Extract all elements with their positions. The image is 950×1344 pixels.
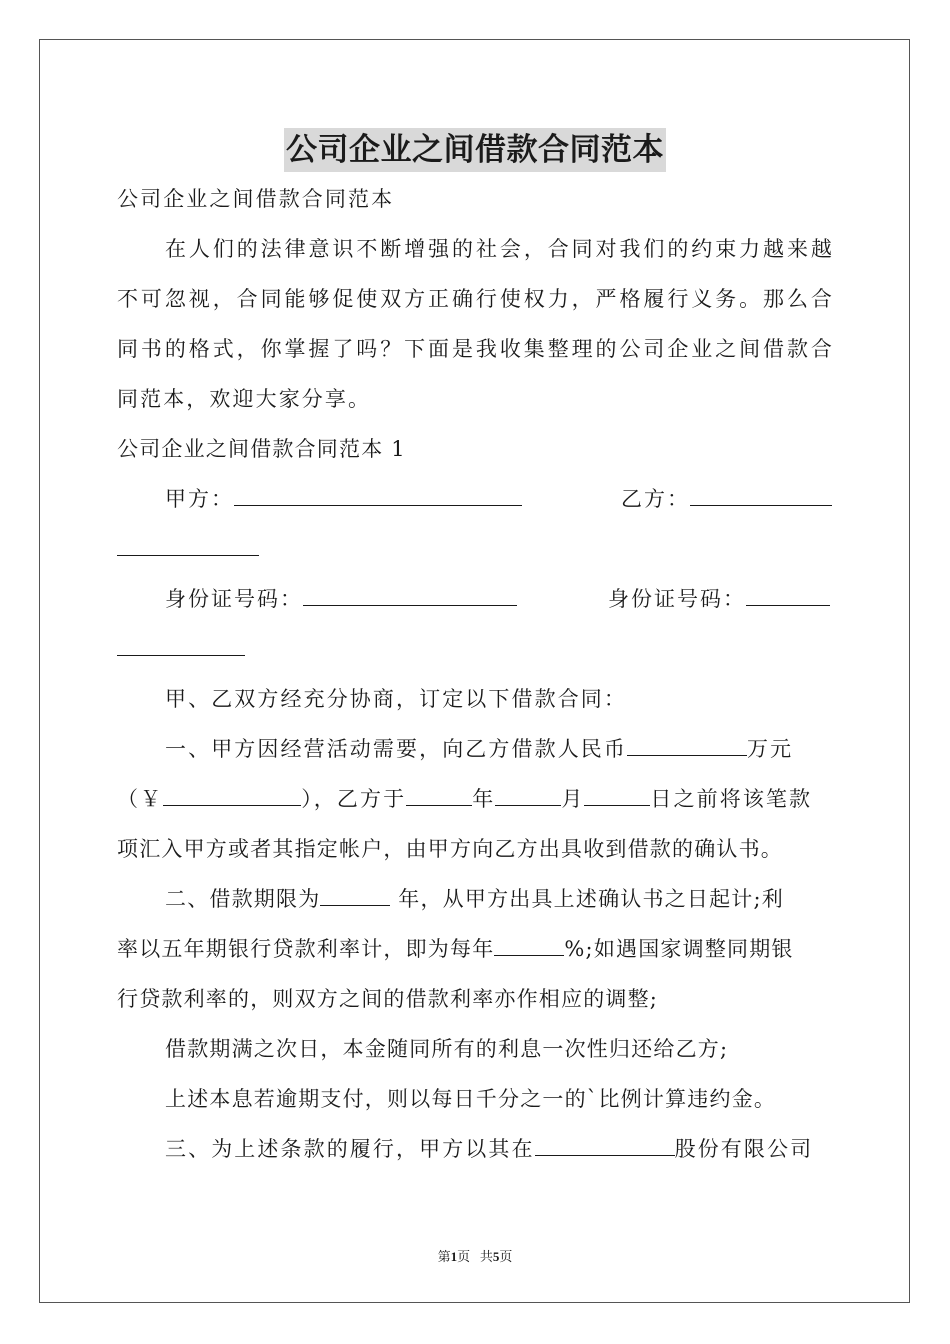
clause3-line1 (165, 1134, 834, 1164)
yuan-open: （￥ (117, 787, 164, 811)
clause2-line2 (117, 934, 834, 964)
party-b-blank-continued (117, 534, 834, 564)
intro-line-4: 同范本，欢迎大家分享。 (117, 387, 372, 411)
party-b-blank-cont (117, 535, 259, 556)
clause2-line1 (165, 884, 834, 914)
year-blank (406, 785, 472, 806)
total-suffix: 页 (499, 1249, 513, 1264)
clause2-text-a: 二、借款期限为 (165, 887, 321, 911)
id-b-blank-continued (117, 634, 834, 664)
intro-line-2: 不可忽视，合同能够促使双方正确行使权力，严格履行义务。那么合 (117, 287, 834, 311)
amount-blank (627, 735, 747, 756)
maturity-paragraph: 借款期满之次日，本金随同所有的利息一次性归还给乙方; (165, 1037, 729, 1061)
document-subtitle: 公司企业之间借款合同范本 (117, 187, 395, 211)
party-b (621, 484, 832, 514)
intro-line-3: 同书的格式，你掌握了吗？下面是我收集整理的公司企业之间借款合 (117, 337, 834, 361)
clause1-line1 (165, 734, 834, 764)
intro-line-1: 在人们的法律意识不断增强的社会，合同对我们的约束力越来越 (165, 237, 834, 261)
rate-blank (494, 935, 564, 956)
id-a-label: 身份证号码： (165, 587, 303, 611)
section-heading: 公司企业之间借款合同范本 1 (117, 437, 406, 461)
yuan-blank (163, 785, 301, 806)
clause3-text-a: 三、为上述条款的履行，甲方以其在 (165, 1137, 535, 1161)
penalty-paragraph: 上述本息若逾期支付，则以每日千分之一的`比例计算违约金。 (165, 1087, 777, 1111)
agreement-line: 甲、乙双方经充分协商，订定以下借款合同： (165, 687, 627, 711)
id-b-blank-cont (117, 635, 245, 656)
id-b (608, 584, 830, 614)
party-b-blank (690, 485, 832, 506)
term-blank (320, 885, 390, 906)
clause2-line3: 行贷款利率的，则双方之间的借款利率亦作相应的调整; (117, 987, 659, 1011)
id-a-blank (303, 585, 517, 606)
clause1-line3: 项汇入甲方或者其指定帐户，由甲方向乙方出具收到借款的确认书。 (117, 837, 783, 861)
year-label: 年 (472, 787, 496, 811)
page-footer (0, 1248, 950, 1266)
yuan-close: ），乙方于 (301, 787, 407, 811)
id-b-blank (746, 585, 830, 606)
clause3-text-b: 股份有限公司 (674, 1137, 814, 1161)
clause1-line2 (117, 784, 834, 814)
total-prefix: 共 (479, 1249, 493, 1264)
month-label: 月 (561, 787, 585, 811)
clause2-rate-a: 率以五年期银行贷款利率计，即为每年 (117, 937, 495, 961)
day-blank (584, 785, 650, 806)
party-b-label: 乙方： (621, 487, 690, 511)
party-a (165, 484, 522, 514)
page-current: 1 (450, 1249, 458, 1264)
document-title: 公司企业之间借款合同范本 (284, 128, 666, 172)
company-blank (535, 1135, 675, 1156)
clause2-text-b: 年，从甲方出具上述确认书之日起计;利 (390, 887, 784, 911)
party-a-label: 甲方： (165, 487, 234, 511)
party-a-blank (234, 485, 522, 506)
id-a (165, 584, 517, 614)
id-b-label: 身份证号码： (608, 587, 746, 611)
title-container (0, 128, 950, 172)
page-prefix: 第 (437, 1249, 451, 1264)
month-blank (495, 785, 561, 806)
page-total: 5 (492, 1249, 500, 1264)
page-suffix: 页 (457, 1249, 471, 1264)
clause1-text: 一、甲方因经营活动需要，向乙方借款人民币 (165, 737, 627, 761)
clause2-rate-b: %;如遇国家调整同期银 (564, 937, 794, 961)
day-text: 日之前将该笔款 (650, 787, 813, 811)
clause1-unit: 万元 (747, 737, 794, 761)
